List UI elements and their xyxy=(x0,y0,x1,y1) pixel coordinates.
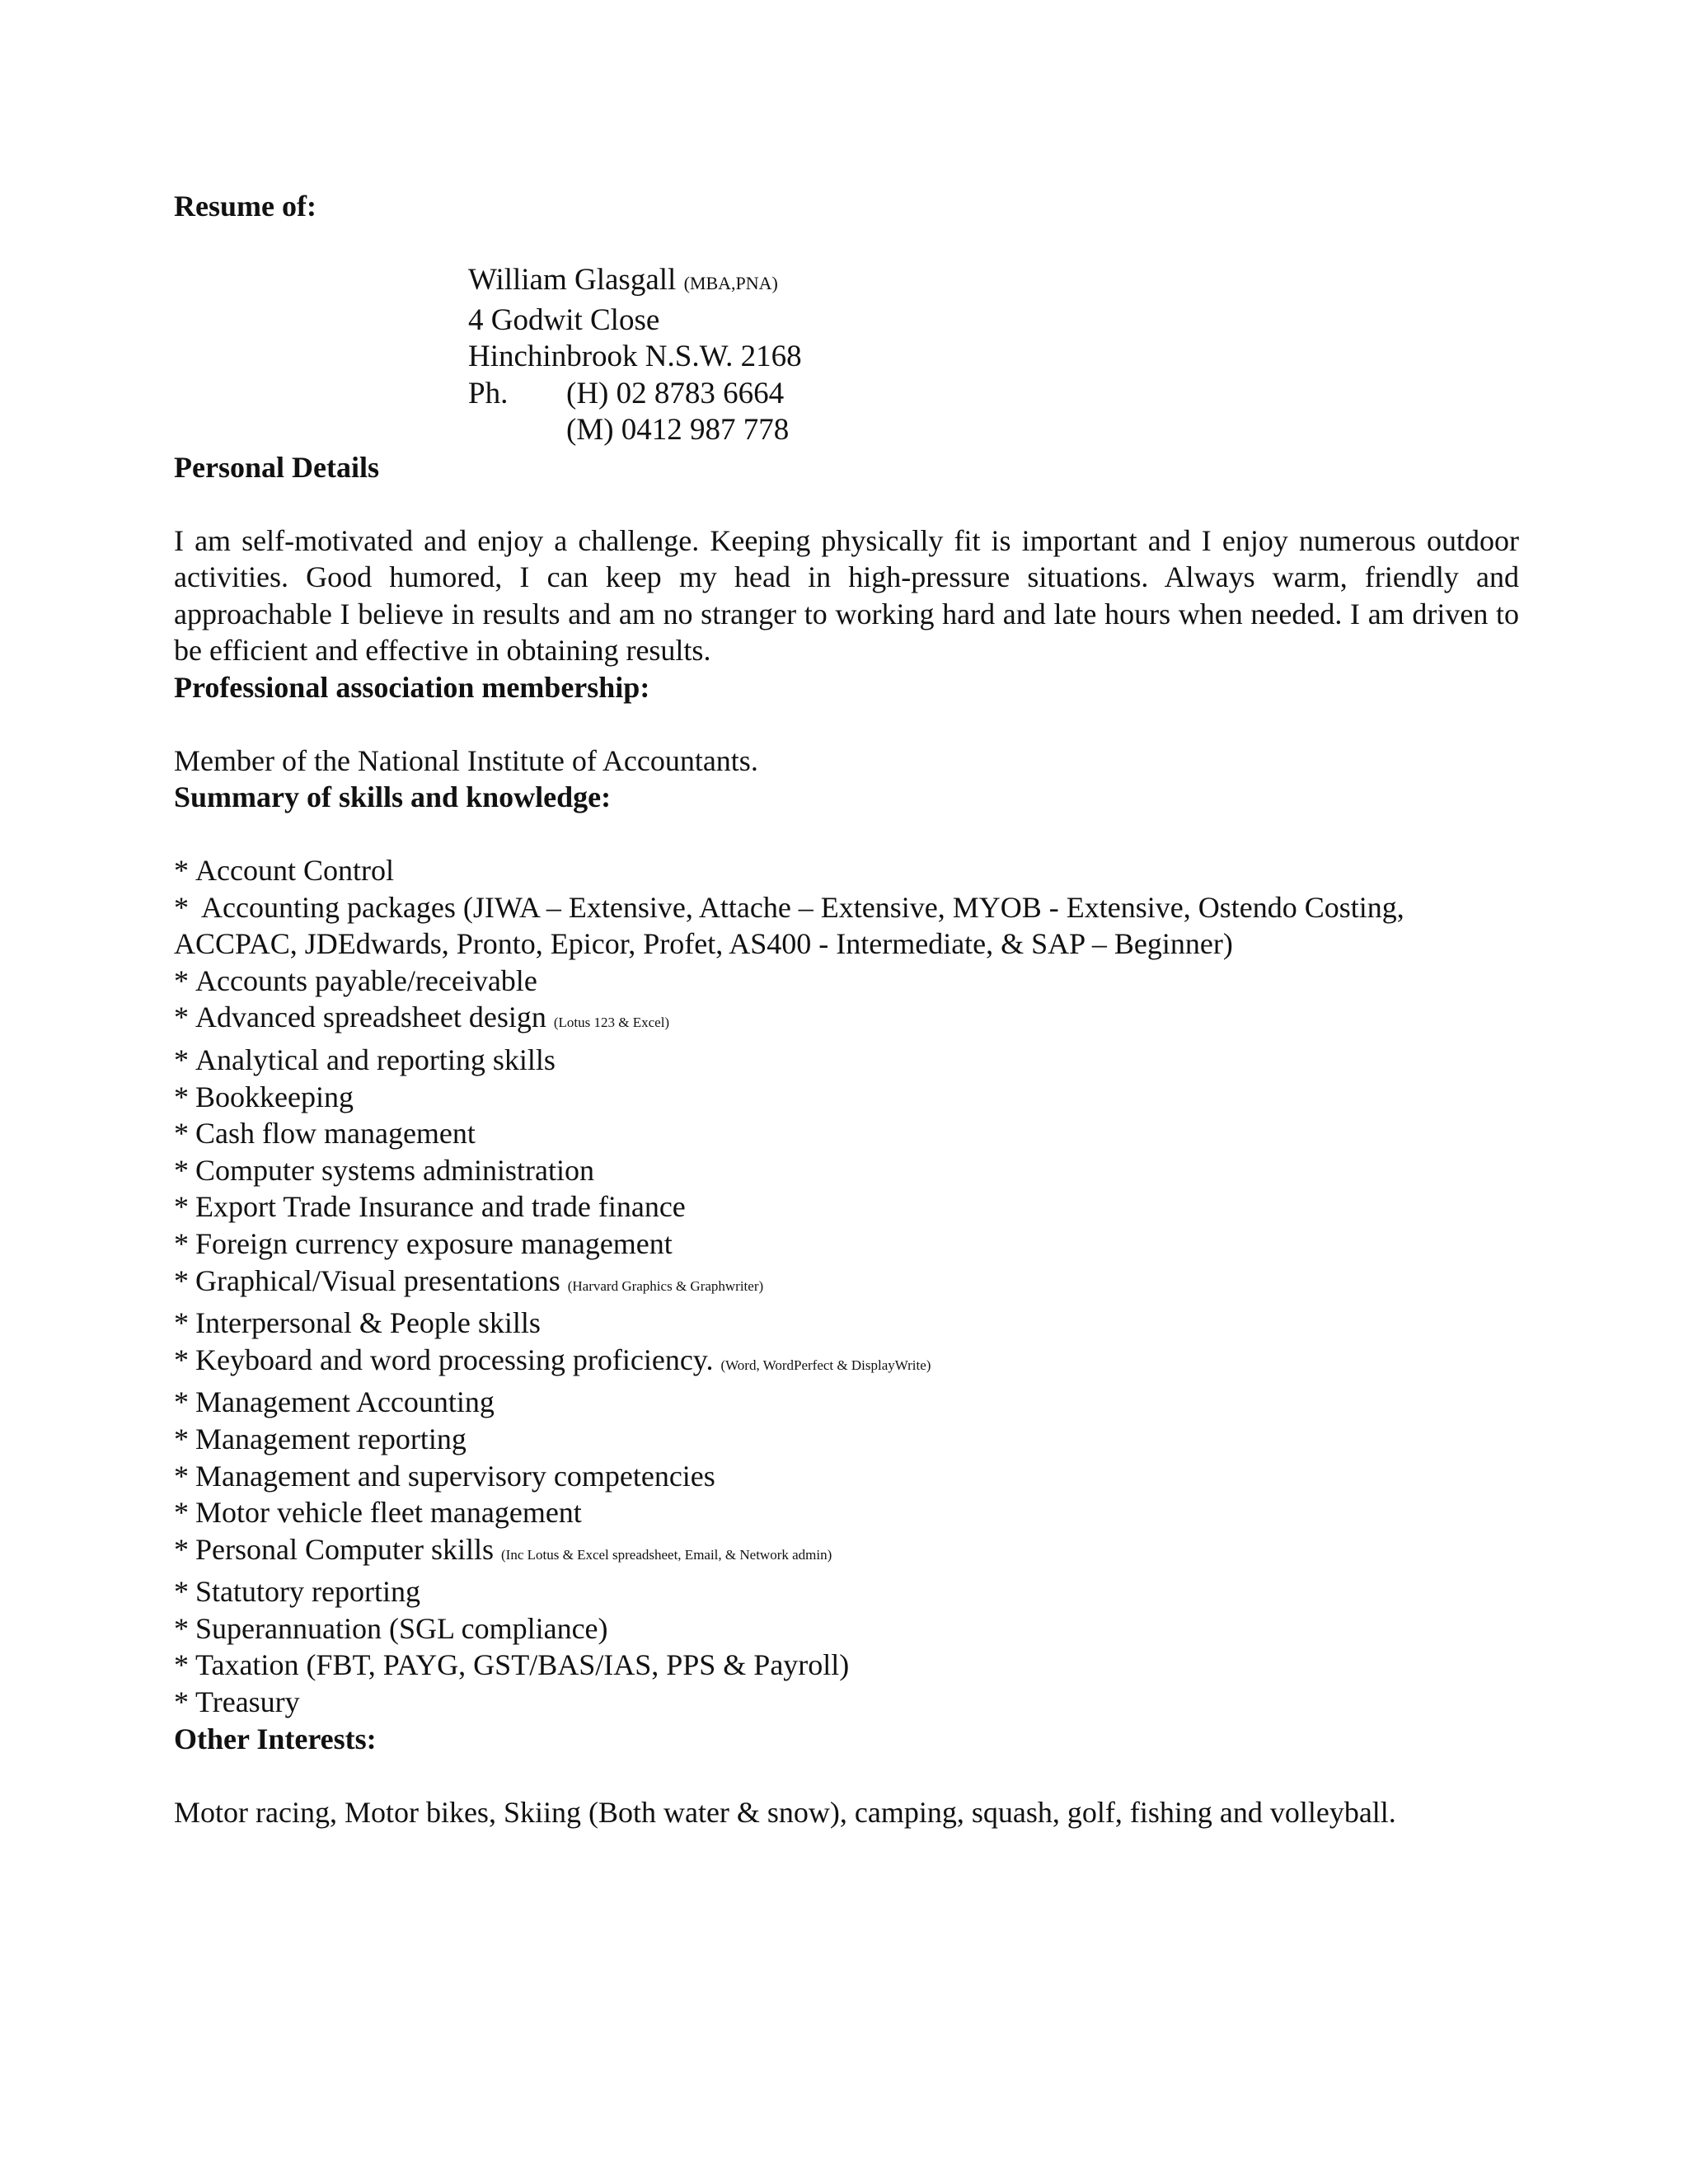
skill-bullet: * xyxy=(174,1532,189,1566)
skill-text: Superannuation (SGL compliance) xyxy=(195,1611,608,1645)
skill-bullet: * xyxy=(174,1648,189,1682)
skill-item xyxy=(174,1226,1519,1263)
skill-text: Accounts payable/receivable xyxy=(195,963,537,997)
skill-note: (Inc Lotus & Excel spreadsheet, Email, & Network admin) xyxy=(501,1546,832,1563)
phone-home: (H) 02 8783 6664 xyxy=(566,376,785,410)
skill-bullet: * xyxy=(174,1575,189,1609)
city-address: Hinchinbrook N.S.W. 2168 xyxy=(468,340,802,373)
skill-text: Taxation (FBT, PAYG, GST/BAS/IAS, PPS & Payroll) xyxy=(195,1648,850,1682)
skill-text: Computer systems administration xyxy=(195,1153,594,1187)
phone-row xyxy=(468,376,1519,413)
skill-bullet: * xyxy=(174,1226,189,1260)
skill-item xyxy=(174,1458,1519,1495)
skill-item xyxy=(174,1421,1519,1458)
contact-block xyxy=(468,262,1519,449)
skill-bullet: * xyxy=(174,1190,189,1224)
skill-text: Graphical/Visual presentations xyxy=(195,1263,560,1297)
skill-bullet: * xyxy=(174,1001,189,1034)
skill-item xyxy=(174,1042,1519,1079)
skill-text: Foreign currency exposure management xyxy=(195,1226,673,1260)
name-line xyxy=(468,262,1519,302)
skill-text: Personal Computer skills xyxy=(195,1532,494,1566)
skill-bullet: * xyxy=(174,1343,189,1376)
skill-bullet: * xyxy=(174,963,189,997)
skill-bullet: * xyxy=(174,1043,189,1076)
other-interests-text: Motor racing, Motor bikes, Skiing (Both water & snow), camping, squash, golf, fishing and volleyball. xyxy=(174,1795,1396,1829)
resume-of-heading: Resume of: xyxy=(174,190,316,223)
skill-item xyxy=(174,1494,1519,1531)
skill-bullet: * xyxy=(174,854,189,887)
skill-item xyxy=(174,999,1519,1042)
skill-item xyxy=(174,889,1519,963)
skill-text: Account Control xyxy=(195,854,394,887)
skill-text: Management reporting xyxy=(195,1422,467,1455)
skill-bullet: * xyxy=(174,1263,189,1297)
skill-text: Accounting packages (JIWA – Extensive, Attache – Extensive, MYOB - Extensive, Ostendo Costing, ACCPAC, JDEdwards, Pronto, Epicor, Profet, AS400 - Intermediate, & SAP – Beginner) xyxy=(174,890,1404,961)
skill-text: Interpersonal & People skills xyxy=(195,1306,541,1340)
skill-bullet: * xyxy=(174,1459,189,1493)
skill-text: Advanced spreadsheet design xyxy=(195,1001,546,1034)
skill-item xyxy=(174,1647,1519,1684)
skill-item xyxy=(174,1384,1519,1421)
skill-bullet: * xyxy=(174,1117,189,1151)
skill-text: Motor vehicle fleet management xyxy=(195,1496,582,1530)
skill-bullet: * xyxy=(174,1306,189,1340)
skill-note: (Word, WordPerfect & DisplayWrite) xyxy=(720,1357,931,1373)
skills-heading: Summary of skills and knowledge: xyxy=(174,780,612,813)
skill-item xyxy=(174,1573,1519,1610)
phone-label: Ph. xyxy=(468,376,509,410)
other-interests-heading: Other Interests: xyxy=(174,1722,377,1755)
skill-bullet: * xyxy=(174,1611,189,1645)
skill-item xyxy=(174,1115,1519,1152)
skill-item xyxy=(174,1684,1519,1721)
skill-item xyxy=(174,1610,1519,1647)
personal-details-heading: Personal Details xyxy=(174,450,379,484)
contact-name: William Glasgall xyxy=(468,263,677,297)
skill-text: Export Trade Insurance and trade finance xyxy=(195,1190,686,1224)
skill-item xyxy=(174,1079,1519,1116)
street-address: 4 Godwit Close xyxy=(468,302,660,337)
skill-text: Bookkeeping xyxy=(195,1080,354,1113)
skill-text: Keyboard and word processing proficiency. xyxy=(195,1343,714,1376)
skill-bullet: * xyxy=(174,1153,189,1187)
skill-text: Treasury xyxy=(195,1685,300,1719)
skill-item xyxy=(174,1188,1519,1226)
professional-membership-text: Member of the National Institute of Accountants. xyxy=(174,743,758,777)
skill-item xyxy=(174,1342,1519,1385)
skills-list xyxy=(174,852,1519,1721)
skill-text: Management Accounting xyxy=(195,1385,495,1419)
skill-bullet: * xyxy=(174,890,189,924)
skill-bullet: * xyxy=(174,1496,189,1530)
skill-item xyxy=(174,852,1519,889)
personal-details-text: I am self-motivated and enjoy a challenge. Keeping physically fit is important and I enjoy numerous outdoor activities. Good humored, I can keep my head in high-pressure situations. Always warm, friendly and approachable I believe in results and am no stranger to working hard and late hours when needed. I am driven to be efficient and effective in obtaining results. xyxy=(174,523,1519,667)
skill-text: Analytical and reporting skills xyxy=(195,1043,556,1076)
skill-note: (Harvard Graphics & Graphwriter) xyxy=(567,1277,764,1294)
skill-text: Statutory reporting xyxy=(195,1575,420,1609)
skill-note: (Lotus 123 & Excel) xyxy=(553,1015,670,1031)
skill-text: Management and supervisory competencies xyxy=(195,1459,715,1493)
skill-item xyxy=(174,1305,1519,1342)
phone-mobile: (M) 0412 987 778 xyxy=(566,413,790,447)
skill-bullet: * xyxy=(174,1422,189,1455)
resume-content xyxy=(174,188,1519,1830)
skill-text: Cash flow management xyxy=(195,1117,476,1151)
skill-bullet: * xyxy=(174,1685,189,1719)
professional-membership-heading: Professional association membership: xyxy=(174,670,650,704)
contact-credentials: (MBA,PNA) xyxy=(683,273,778,293)
skill-item xyxy=(174,1531,1519,1574)
skill-bullet: * xyxy=(174,1385,189,1419)
skill-bullet: * xyxy=(174,1080,189,1113)
skill-item xyxy=(174,1263,1519,1305)
skill-item xyxy=(174,1152,1519,1189)
skill-item xyxy=(174,963,1519,1000)
